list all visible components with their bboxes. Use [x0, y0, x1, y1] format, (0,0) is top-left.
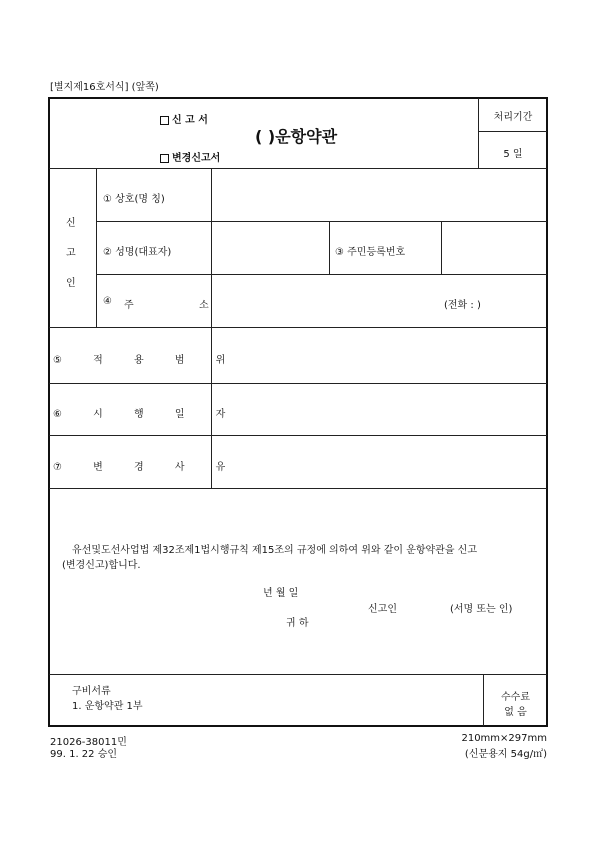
address-label-b: 소 [199, 300, 209, 311]
paper-size: 210mm×297mm [461, 733, 547, 744]
address-label-num: ④ [103, 296, 112, 307]
divider [49, 383, 547, 384]
company-name-field[interactable] [213, 170, 546, 220]
statement-line-1: 유선및도선사업법 제32조제1법시행규칙 제15조의 규정에 의하여 위와 같이 운항약관을 신고 [72, 545, 478, 556]
address-label-a: 주 [124, 300, 134, 311]
applicant-label-3: 인 [66, 278, 76, 289]
divider [49, 435, 547, 436]
resident-id-label: ③ 주민등록번호 [335, 247, 406, 258]
approval-date: 99. 1. 22 승인 [50, 749, 118, 760]
processing-period-value: 5 일 [503, 149, 523, 160]
reporter-label: 신고인 [368, 604, 397, 615]
report-date: 년 월 일 [263, 588, 299, 599]
reason-label: ⑦ 변 경 사 유 [53, 462, 240, 473]
statement-line-2: (변경신고)합니다. [62, 560, 141, 571]
applicant-label-1: 신 [66, 218, 76, 229]
representative-field[interactable] [213, 223, 328, 273]
fee-value: 없 음 [504, 707, 527, 718]
paper-type: (신문용지 54g/㎡) [464, 749, 547, 760]
divider [49, 674, 547, 675]
divider [49, 327, 547, 328]
reason-field[interactable] [213, 437, 546, 487]
divider [49, 168, 547, 169]
processing-period-label: 처리기간 [493, 112, 533, 123]
effective-date-label: ⑥ 시 행 일 자 [53, 409, 240, 420]
applicant-label-2: 고 [66, 248, 76, 259]
option-report[interactable]: 신 고 서 [160, 111, 208, 126]
signature-label: (서명 또는 인) [450, 604, 513, 615]
divider [478, 131, 547, 132]
required-docs-label: 구비서류 [72, 686, 111, 697]
checkbox-icon [160, 154, 169, 163]
company-name-label: ① 상호(명 칭) [103, 194, 165, 205]
form-number: 21026-38011민 [50, 737, 127, 748]
effective-date-field[interactable] [213, 385, 546, 434]
scope-label: ⑤ 적 용 범 위 [53, 355, 240, 366]
divider [211, 168, 212, 488]
divider [97, 221, 547, 222]
fee-label: 수수료 [501, 692, 530, 703]
phone-label: (전화 : ) [444, 300, 481, 311]
divider [49, 488, 547, 489]
divider [97, 274, 547, 275]
scope-field[interactable] [213, 329, 546, 382]
divider [441, 221, 442, 274]
address-field[interactable] [213, 276, 546, 326]
divider [96, 168, 97, 327]
required-docs-item: 1. 운항약관 1부 [72, 701, 143, 712]
option-change[interactable]: 변경신고서 [160, 149, 220, 164]
representative-label: ② 성명(대표자) [103, 247, 172, 258]
checkbox-icon [160, 116, 169, 125]
form-title: ( )운항약관 [255, 127, 338, 146]
recipient-label: 귀 하 [286, 618, 309, 629]
form-code: [별지제16호서식] (앞쪽) [50, 82, 159, 93]
resident-id-field[interactable] [443, 223, 546, 273]
divider [329, 221, 330, 274]
